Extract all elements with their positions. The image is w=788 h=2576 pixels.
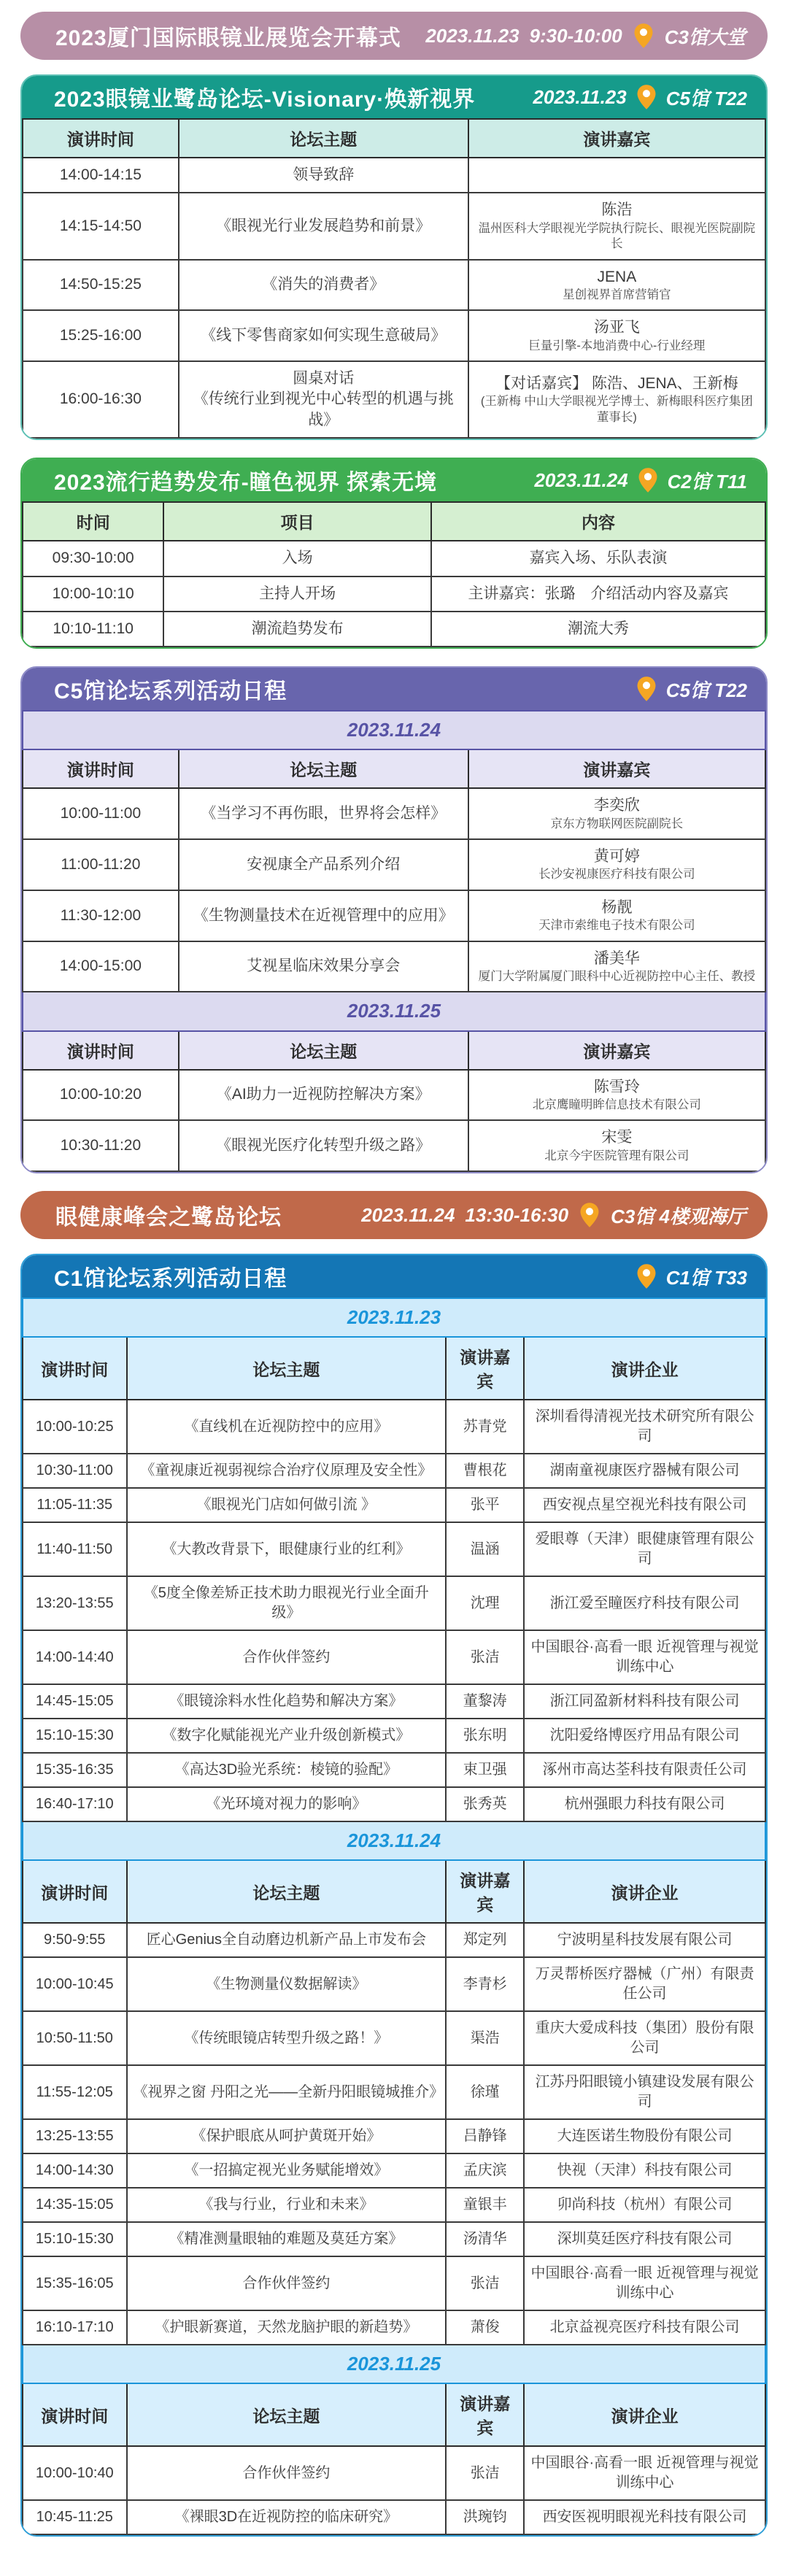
topic-cell: 《生物测量仪数据解读》 — [127, 1957, 447, 2011]
schedule-row — [23, 2011, 765, 2065]
company-cell: 重庆大爱成科技（集团）股份有限公司 — [524, 2011, 765, 2065]
section-location: C5馆 T22 — [665, 87, 747, 109]
guest-cell: 潘美华 厦门大学附属厦门眼科中心近视防控中心主任、教授 — [468, 941, 765, 992]
schedule-row — [23, 1957, 765, 2011]
opening-banner-time: 9:30-10:00 — [529, 24, 622, 47]
topic-cell: 领导致辞 — [179, 158, 468, 193]
topic-cell: 《眼镜涂料水性化趋势和解决方案》 — [127, 1684, 447, 1719]
item-cell: 潮流趋势发布 — [163, 612, 430, 647]
schedule-row — [23, 541, 765, 576]
schedule-row — [23, 1120, 765, 1171]
speaker-cell: 董黎涛 — [446, 1684, 524, 1719]
topic-cell: 合作伙伴签约 — [127, 2446, 447, 2500]
column-header-time: 演讲时间 — [23, 1860, 127, 1923]
column-header-guest: 演讲嘉宾 — [468, 1031, 765, 1070]
company-cell: 浙江同盈新材料科技有限公司 — [524, 1684, 765, 1719]
schedule-row — [23, 612, 765, 647]
company-cell: 深圳莫廷医疗科技有限公司 — [524, 2222, 765, 2256]
time-cell: 10:00-10:20 — [23, 1070, 179, 1121]
schedule-row — [23, 1488, 765, 1522]
guest-cell: 陈雪玲 北京鹰瞳明眸信息技术有限公司 — [468, 1070, 765, 1121]
time-cell: 14:15-14:50 — [23, 193, 179, 259]
schedule-row — [23, 361, 765, 438]
topic-cell: 《裸眼3D在近视防控的临床研究》 — [127, 2500, 447, 2534]
location-pin-icon — [636, 676, 657, 702]
ludao-forum-header — [22, 76, 766, 118]
time-cell: 11:00-11:20 — [23, 839, 179, 890]
speaker-cell: 张洁 — [446, 1630, 524, 1684]
time-cell: 10:00-11:00 — [23, 788, 179, 839]
column-header-item: 项目 — [163, 502, 430, 541]
topic-cell: 《眼视光医疗化转型升级之路》 — [179, 1120, 468, 1171]
summit-banner-title: 眼健康峰会之鹭岛论坛 — [55, 1206, 282, 1230]
time-cell: 15:10-15:30 — [23, 1719, 127, 1753]
section-location: C5馆 T22 — [665, 679, 747, 701]
topic-cell: 《数字化赋能视光产业升级创新模式》 — [127, 1719, 447, 1753]
speaker-cell: 张平 — [446, 1488, 524, 1522]
summit-banner-time: 13:30-16:30 — [465, 1203, 569, 1226]
schedule-row — [23, 2153, 765, 2188]
column-header-content: 内容 — [431, 502, 765, 541]
time-cell: 16:00-16:30 — [23, 361, 179, 438]
date-band — [23, 711, 765, 749]
summit-banner-location: C3馆 4楼观海厅 — [611, 1205, 746, 1227]
topic-cell: 《AI助力一近视防控解决方案》 — [179, 1070, 468, 1121]
guest-cell: 【对话嘉宾】 陈浩、JENA、王新梅 (王新梅 中山大学眼视光学博士、新梅眼科医疗集团董事长) — [468, 361, 765, 438]
location-pin-icon — [579, 1202, 600, 1228]
section-location: C1馆 T33 — [665, 1266, 747, 1289]
topic-cell: 《视界之窗 丹阳之光——全新丹阳眼镜城推介》 — [127, 2065, 447, 2119]
section-location: C2馆 T11 — [667, 470, 747, 493]
topic-cell: 《童视康近视弱视综合治疗仪原理及安全性》 — [127, 1454, 447, 1488]
topic-cell: 合作伙伴签约 — [127, 2256, 447, 2310]
topic-cell: 安视康全产品系列介绍 — [179, 839, 468, 890]
trend-release-header — [22, 459, 766, 501]
time-cell: 13:25-13:55 — [23, 2119, 127, 2153]
trend-release-schedule-table — [22, 501, 766, 647]
schedule-row — [23, 1684, 765, 1719]
schedule-row — [23, 310, 765, 361]
section-meta — [534, 467, 747, 494]
column-header-time: 演讲时间 — [23, 1337, 127, 1400]
column-header-speaker: 演讲嘉宾 — [446, 1860, 524, 1923]
speaker-cell: 吕静锋 — [446, 2119, 524, 2153]
time-cell: 15:10-15:30 — [23, 2222, 127, 2256]
column-header-time: 演讲时间 — [23, 119, 179, 158]
section-title: 2023流行趋势发布-瞳色视界 探索无境 — [54, 471, 438, 495]
schedule-row — [23, 2310, 765, 2345]
company-cell: 中国眼谷·高看一眼 近视管理与视觉训练中心 — [524, 2446, 765, 2500]
speaker-cell: 萧俊 — [446, 2310, 524, 2345]
date-band-label: 2023.11.25 — [23, 992, 765, 1030]
speaker-cell: 渠浩 — [446, 2011, 524, 2065]
time-cell: 10:30-11:20 — [23, 1120, 179, 1171]
time-cell: 16:40-17:10 — [23, 1787, 127, 1821]
topic-cell: 《眼视光门店如何做引流 》 — [127, 1488, 447, 1522]
content-cell: 主讲嘉宾：张璐 介绍活动内容及嘉宾 — [431, 576, 765, 612]
speaker-cell: 孟庆滨 — [446, 2153, 524, 2188]
column-header-topic: 论坛主题 — [179, 119, 468, 158]
time-cell: 15:25-16:00 — [23, 310, 179, 361]
opening-banner-location: C3馆大堂 — [664, 26, 746, 48]
company-cell: 卯尚科技（杭州）有限公司 — [524, 2188, 765, 2222]
speaker-cell: 汤清华 — [446, 2222, 524, 2256]
topic-cell: 《眼视光行业发展趋势和前景》 — [179, 193, 468, 259]
guest-cell: 宋雯 北京今宇医院管理有限公司 — [468, 1120, 765, 1171]
schedule-row — [23, 2256, 765, 2310]
time-cell: 14:00-15:00 — [23, 941, 179, 992]
topic-cell: 《传统眼镜店转型升级之路！》 — [127, 2011, 447, 2065]
time-cell: 11:55-12:05 — [23, 2065, 127, 2119]
c5-forum-header — [22, 668, 766, 710]
trend-release-section — [20, 458, 768, 649]
topic-cell: 《消失的消费者》 — [179, 260, 468, 311]
guest-cell: 黄可婷 长沙安视康医疗科技有限公司 — [468, 839, 765, 890]
topic-cell: 合作伙伴签约 — [127, 1630, 447, 1684]
time-cell: 10:45-11:25 — [23, 2500, 127, 2534]
table-header-row — [23, 502, 765, 541]
schedule-row — [23, 2446, 765, 2500]
table-header-row — [23, 1860, 765, 1923]
schedule-row — [23, 839, 765, 890]
column-header-time: 演讲时间 — [23, 2383, 127, 2446]
guest-cell: 汤亚飞 巨量引擎-本地消费中心-行业经理 — [468, 310, 765, 361]
column-header-topic: 论坛主题 — [179, 749, 468, 788]
guest-cell: JENA 星创视界首席营销官 — [468, 260, 765, 311]
schedule-row — [23, 1070, 765, 1121]
time-cell: 10:00-10:45 — [23, 1957, 127, 2011]
time-cell: 10:50-11:50 — [23, 2011, 127, 2065]
time-cell: 14:00-14:30 — [23, 2153, 127, 2188]
column-header-time: 时间 — [23, 502, 163, 541]
time-cell: 10:00-10:25 — [23, 1400, 127, 1454]
opening-banner-title: 2023厦门国际眼镜业展览会开幕式 — [55, 26, 401, 50]
table-header-row — [23, 1031, 765, 1070]
c5-forum-schedule-table — [22, 710, 766, 1172]
speaker-cell: 苏青党 — [446, 1400, 524, 1454]
c5-forum-section — [20, 666, 768, 1173]
guest-cell: 李奕欣 京东方物联网医院副院长 — [468, 788, 765, 839]
schedule-row — [23, 1576, 765, 1630]
schedule-row — [23, 890, 765, 941]
column-header-time: 演讲时间 — [23, 1031, 179, 1070]
topic-cell: 《生物测量技术在近视管理中的应用》 — [179, 890, 468, 941]
location-pin-icon — [637, 467, 659, 493]
speaker-cell: 沈理 — [446, 1576, 524, 1630]
schedule-row — [23, 193, 765, 259]
section-date: 2023.11.24 — [534, 468, 628, 491]
topic-cell: 《直线机在近视防控中的应用》 — [127, 1400, 447, 1454]
opening-banner — [20, 12, 768, 60]
section-title: C1馆论坛系列活动日程 — [54, 1267, 287, 1292]
speaker-cell: 张洁 — [446, 2446, 524, 2500]
date-band — [23, 1821, 765, 1860]
schedule-row — [23, 1787, 765, 1821]
location-pin-icon — [633, 23, 654, 49]
schedule-row — [23, 158, 765, 193]
schedule-row — [23, 1923, 765, 1957]
time-cell: 10:00-10:10 — [23, 576, 163, 612]
speaker-cell: 张东明 — [446, 1719, 524, 1753]
table-header-row — [23, 749, 765, 788]
company-cell: 江苏丹阳眼镜小镇建设发展有限公司 — [524, 2065, 765, 2119]
company-cell: 深圳看得清视光技术研究所有限公司 — [524, 1400, 765, 1454]
speaker-cell: 张洁 — [446, 2256, 524, 2310]
schedule-row — [23, 2065, 765, 2119]
schedule-row — [23, 1630, 765, 1684]
speaker-cell: 洪琬钧 — [446, 2500, 524, 2534]
column-header-guest: 演讲嘉宾 — [468, 749, 765, 788]
speaker-cell: 曹根花 — [446, 1454, 524, 1488]
time-cell: 11:30-12:00 — [23, 890, 179, 941]
speaker-cell: 温涵 — [446, 1522, 524, 1576]
schedule-row — [23, 260, 765, 311]
schedule-row — [23, 576, 765, 612]
topic-cell: 《我与行业，行业和未来》 — [127, 2188, 447, 2222]
column-header-company: 演讲企业 — [524, 1860, 765, 1923]
company-cell: 涿州市高达荃科技有限责任公司 — [524, 1753, 765, 1787]
speaker-cell: 徐瑾 — [446, 2065, 524, 2119]
time-cell: 9:50-9:55 — [23, 1923, 127, 1957]
company-cell: 爱眼尊（天津）眼健康管理有限公司 — [524, 1522, 765, 1576]
table-header-row — [23, 2383, 765, 2446]
company-cell: 宁波明星科技发展有限公司 — [524, 1923, 765, 1957]
schedule-row — [23, 1400, 765, 1454]
topic-cell: 《保护眼底从呵护黄斑开始》 — [127, 2119, 447, 2153]
company-cell: 中国眼谷·高看一眼 近视管理与视觉训练中心 — [524, 2256, 765, 2310]
company-cell: 湖南童视康医疗器械有限公司 — [524, 1454, 765, 1488]
opening-banner-meta — [425, 23, 746, 50]
company-cell: 中国眼谷·高看一眼 近视管理与视觉训练中心 — [524, 1630, 765, 1684]
guest-cell — [468, 158, 765, 193]
speaker-cell: 郑定列 — [446, 1923, 524, 1957]
section-title: 2023眼镜业鹭岛论坛-Visionary·焕新视界 — [54, 88, 476, 112]
topic-cell: 圆桌对话 《传统行业到视光中心转型的机遇与挑战》 — [179, 361, 468, 438]
date-band — [23, 2345, 765, 2383]
schedule-row — [23, 1719, 765, 1753]
time-cell: 11:05-11:35 — [23, 1488, 127, 1522]
company-cell: 万灵帮桥医疗器械（广州）有限责任公司 — [524, 1957, 765, 2011]
table-header-row — [23, 1337, 765, 1400]
company-cell: 西安医视明眼视光科技有限公司 — [524, 2500, 765, 2534]
guest-cell: 陈浩 温州医科大学眼视光学院执行院长、眼视光医院副院长 — [468, 193, 765, 259]
speaker-cell: 束卫强 — [446, 1753, 524, 1787]
time-cell: 11:40-11:50 — [23, 1522, 127, 1576]
column-header-company: 演讲企业 — [524, 2383, 765, 2446]
date-band-label: 2023.11.23 — [23, 1298, 765, 1337]
time-cell: 16:10-17:10 — [23, 2310, 127, 2345]
company-cell: 北京益视亮医疗科技有限公司 — [524, 2310, 765, 2345]
section-meta — [636, 1263, 747, 1290]
speaker-cell: 李青杉 — [446, 1957, 524, 2011]
time-cell: 14:50-15:25 — [23, 260, 179, 311]
topic-cell: 《线下零售商家如何实现生意破局》 — [179, 310, 468, 361]
column-header-topic: 论坛主题 — [127, 2383, 447, 2446]
topic-cell: 艾视星临床效果分享会 — [179, 941, 468, 992]
item-cell: 入场 — [163, 541, 430, 576]
topic-cell: 《一招搞定视光业务赋能增效》 — [127, 2153, 447, 2188]
guest-cell: 杨靓 天津市索维电子技术有限公司 — [468, 890, 765, 941]
c1-forum-header — [22, 1255, 766, 1297]
topic-cell: 《光环境对视力的影响》 — [127, 1787, 447, 1821]
ludao-forum-schedule-table — [22, 118, 766, 439]
company-cell: 西安视点星空视光科技有限公司 — [524, 1488, 765, 1522]
table-header-row — [23, 119, 765, 158]
speaker-cell: 童银丰 — [446, 2188, 524, 2222]
company-cell: 杭州强眼力科技有限公司 — [524, 1787, 765, 1821]
time-cell: 13:20-13:55 — [23, 1576, 127, 1630]
ludao-forum-section — [20, 74, 768, 440]
schedule-row — [23, 2119, 765, 2153]
schedule-row — [23, 2500, 765, 2534]
location-pin-icon — [636, 1263, 657, 1289]
opening-banner-date: 2023.11.23 — [425, 24, 519, 47]
section-title: C5馆论坛系列活动日程 — [54, 679, 287, 704]
column-header-time: 演讲时间 — [23, 749, 179, 788]
schedule-row — [23, 2188, 765, 2222]
topic-cell: 《高达3D验光系统：棱镜的验配》 — [127, 1753, 447, 1787]
time-cell: 10:10-11:10 — [23, 612, 163, 647]
date-band — [23, 992, 765, 1030]
topic-cell: 《5度全像差矫正技术助力眼视光行业全面升级》 — [127, 1576, 447, 1630]
content-cell: 嘉宾入场、乐队表演 — [431, 541, 765, 576]
location-pin-icon — [636, 84, 657, 110]
column-header-topic: 论坛主题 — [127, 1337, 447, 1400]
speaker-cell: 张秀英 — [446, 1787, 524, 1821]
topic-cell: 匠心Genius全自动磨边机新产品上市发布会 — [127, 1923, 447, 1957]
topic-cell: 《当学习不再伤眼，世界将会怎样》 — [179, 788, 468, 839]
company-cell: 大连医诺生物股份有限公司 — [524, 2119, 765, 2153]
section-meta — [533, 84, 747, 111]
c1-forum-schedule-table — [22, 1297, 766, 2535]
content-cell: 潮流大秀 — [431, 612, 765, 647]
summit-banner-meta — [361, 1202, 746, 1229]
section-meta — [636, 676, 747, 703]
time-cell: 15:35-16:05 — [23, 2256, 127, 2310]
column-header-topic: 论坛主题 — [127, 1860, 447, 1923]
time-cell: 15:35-16:35 — [23, 1753, 127, 1787]
column-header-speaker: 演讲嘉宾 — [446, 2383, 524, 2446]
company-cell: 浙江爱至瞳医疗科技有限公司 — [524, 1576, 765, 1630]
company-cell: 沈阳爱络博医疗用品有限公司 — [524, 1719, 765, 1753]
time-cell: 14:00-14:40 — [23, 1630, 127, 1684]
column-header-guest: 演讲嘉宾 — [468, 119, 765, 158]
date-band-label: 2023.11.25 — [23, 2345, 765, 2383]
schedule-row — [23, 2222, 765, 2256]
time-cell: 14:45-15:05 — [23, 1684, 127, 1719]
topic-cell: 《大教改背景下，眼健康行业的红利》 — [127, 1522, 447, 1576]
date-band-label: 2023.11.24 — [23, 711, 765, 749]
schedule-row — [23, 1753, 765, 1787]
topic-cell: 《护眼新赛道，天然龙脑护眼的新趋势》 — [127, 2310, 447, 2345]
time-cell: 10:30-11:00 — [23, 1454, 127, 1488]
schedule-row — [23, 1522, 765, 1576]
summit-banner — [20, 1191, 768, 1239]
topic-cell: 《精准测量眼轴的难题及莫廷方案》 — [127, 2222, 447, 2256]
column-header-speaker: 演讲嘉宾 — [446, 1337, 524, 1400]
schedule-row — [23, 788, 765, 839]
item-cell: 主持人开场 — [163, 576, 430, 612]
schedule-row — [23, 1454, 765, 1488]
time-cell: 14:35-15:05 — [23, 2188, 127, 2222]
summit-banner-date: 2023.11.24 — [361, 1203, 455, 1226]
schedule-row — [23, 941, 765, 992]
date-band-label: 2023.11.24 — [23, 1821, 765, 1860]
time-cell: 14:00-14:15 — [23, 158, 179, 193]
company-cell: 快视（天津）科技有限公司 — [524, 2153, 765, 2188]
column-header-topic: 论坛主题 — [179, 1031, 468, 1070]
date-band — [23, 1298, 765, 1337]
section-date: 2023.11.23 — [533, 85, 627, 108]
time-cell: 09:30-10:00 — [23, 541, 163, 576]
c1-forum-section — [20, 1254, 768, 2537]
time-cell: 10:00-10:40 — [23, 2446, 127, 2500]
column-header-company: 演讲企业 — [524, 1337, 765, 1400]
